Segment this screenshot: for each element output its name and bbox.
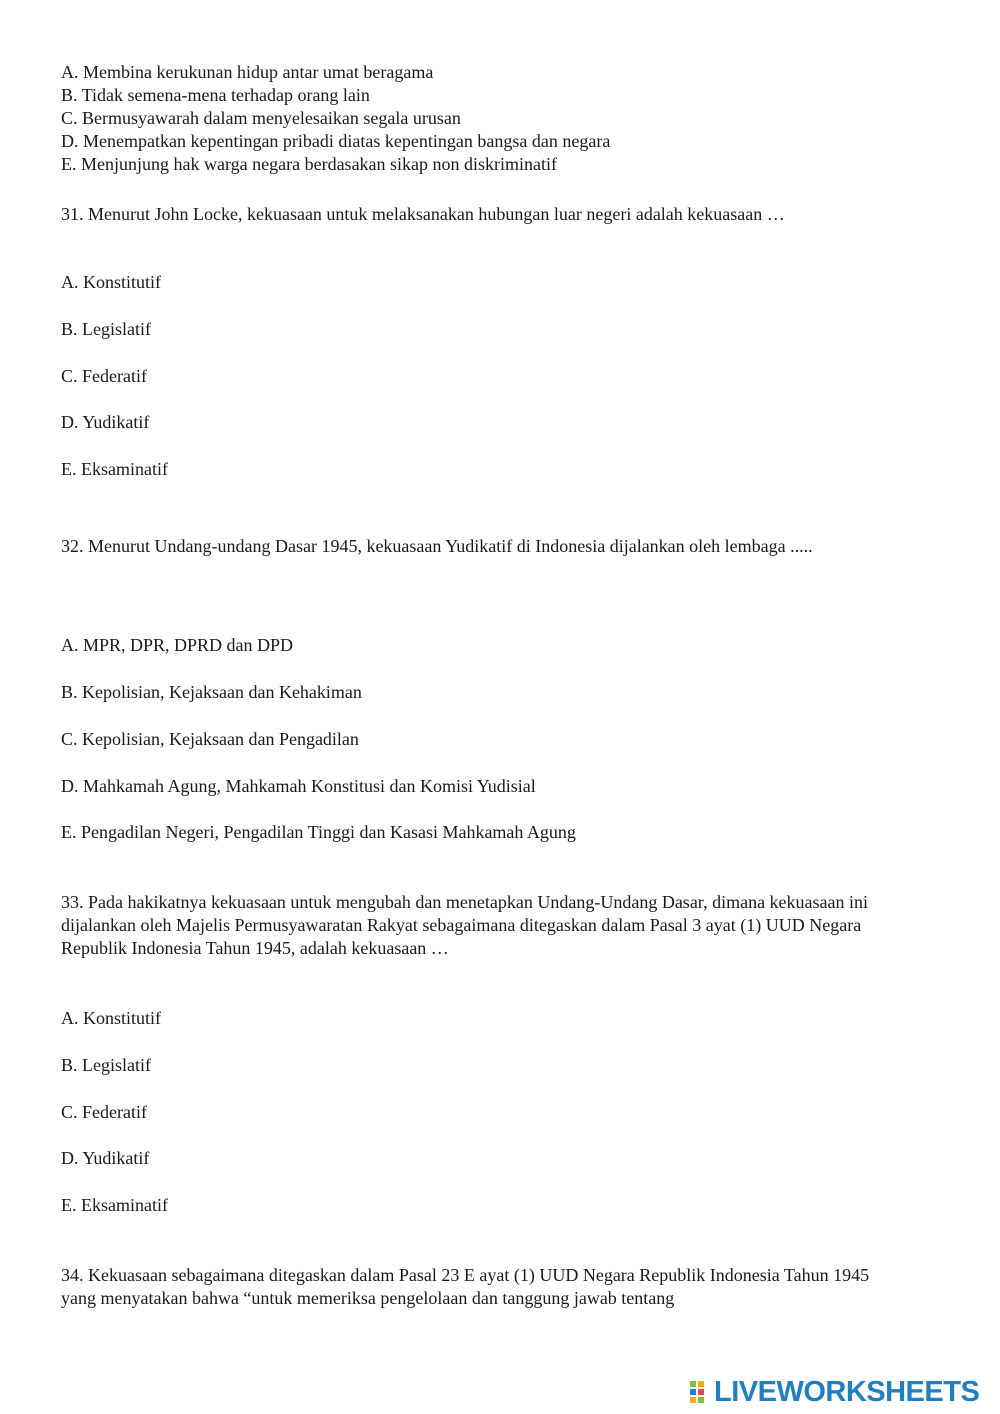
previous-question-options — [61, 61, 941, 176]
liveworksheets-logo-icon — [690, 1381, 712, 1403]
q32-option-c: C. Kepolisian, Kejaksaan dan Pengadilan — [61, 729, 359, 749]
q31-option-b: B. Legislatif — [61, 319, 151, 339]
q31-option-c: C. Federatif — [61, 366, 147, 386]
q33-option-d: D. Yudikatif — [61, 1148, 150, 1168]
q31-option-d: D. Yudikatif — [61, 412, 150, 432]
q33-option-b: B. Legislatif — [61, 1055, 151, 1075]
option-line: C. Bermusyawarah dalam menyelesaikan segala urusan — [61, 108, 461, 128]
q33-option-c: C. Federatif — [61, 1102, 147, 1122]
q32-option-e: E. Pengadilan Negeri, Pengadilan Tinggi dan Kasasi Mahkamah Agung — [61, 822, 576, 842]
liveworksheets-wordmark: LIVEWORKSHEETS — [714, 1376, 980, 1408]
question-31-text: 31. Menurut John Locke, kekuasaan untuk melaksanakan hubungan luar negeri adalah kekuasaan … — [61, 204, 785, 224]
q33-option-a: A. Konstitutif — [61, 1008, 162, 1028]
question-33-text: 33. Pada hakikatnya kekuasaan untuk mengubah dan menetapkan Undang-Undang Dasar, dimana kekuasaan ini dijalankan oleh Majelis Permusyawaratan Rakyat sebagaimana ditegaskan dalam Pasal 3 ayat (1) UUD Negara Republik Indonesia Tahun 1945, adalah kekuasaan … — [61, 892, 873, 958]
option-line: A. Membina kerukunan hidup antar umat beragama — [61, 62, 434, 82]
question-34-text: 34. Kekuasaan sebagaimana ditegaskan dalam Pasal 23 E ayat (1) UUD Negara Republik Indonesia Tahun 1945 yang menyatakan bahwa “untuk memeriksa pengelolaan dan tanggung jawab tentang — [61, 1265, 874, 1308]
q31-option-e: E. Eksaminatif — [61, 459, 168, 479]
question-32-text: 32. Menurut Undang-undang Dasar 1945, kekuasaan Yudikatif di Indonesia dijalankan oleh lembaga ..... — [61, 536, 813, 556]
q32-option-a: A. MPR, DPR, DPRD dan DPD — [61, 635, 294, 655]
q32-option-d: D. Mahkamah Agung, Mahkamah Konstitusi dan Komisi Yudisial — [61, 776, 536, 796]
option-line: E. Menjunjung hak warga negara berdasakan sikap non diskriminatif — [61, 154, 558, 174]
q32-option-b: B. Kepolisian, Kejaksaan dan Kehakiman — [61, 682, 362, 702]
q31-option-a: A. Konstitutif — [61, 272, 162, 292]
option-line: D. Menempatkan kepentingan pribadi diatas kepentingan bangsa dan negara — [61, 131, 611, 151]
option-line: B. Tidak semena-mena terhadap orang lain — [61, 85, 370, 105]
q33-option-e: E. Eksaminatif — [61, 1195, 168, 1215]
liveworksheets-logo[interactable] — [690, 1374, 979, 1410]
